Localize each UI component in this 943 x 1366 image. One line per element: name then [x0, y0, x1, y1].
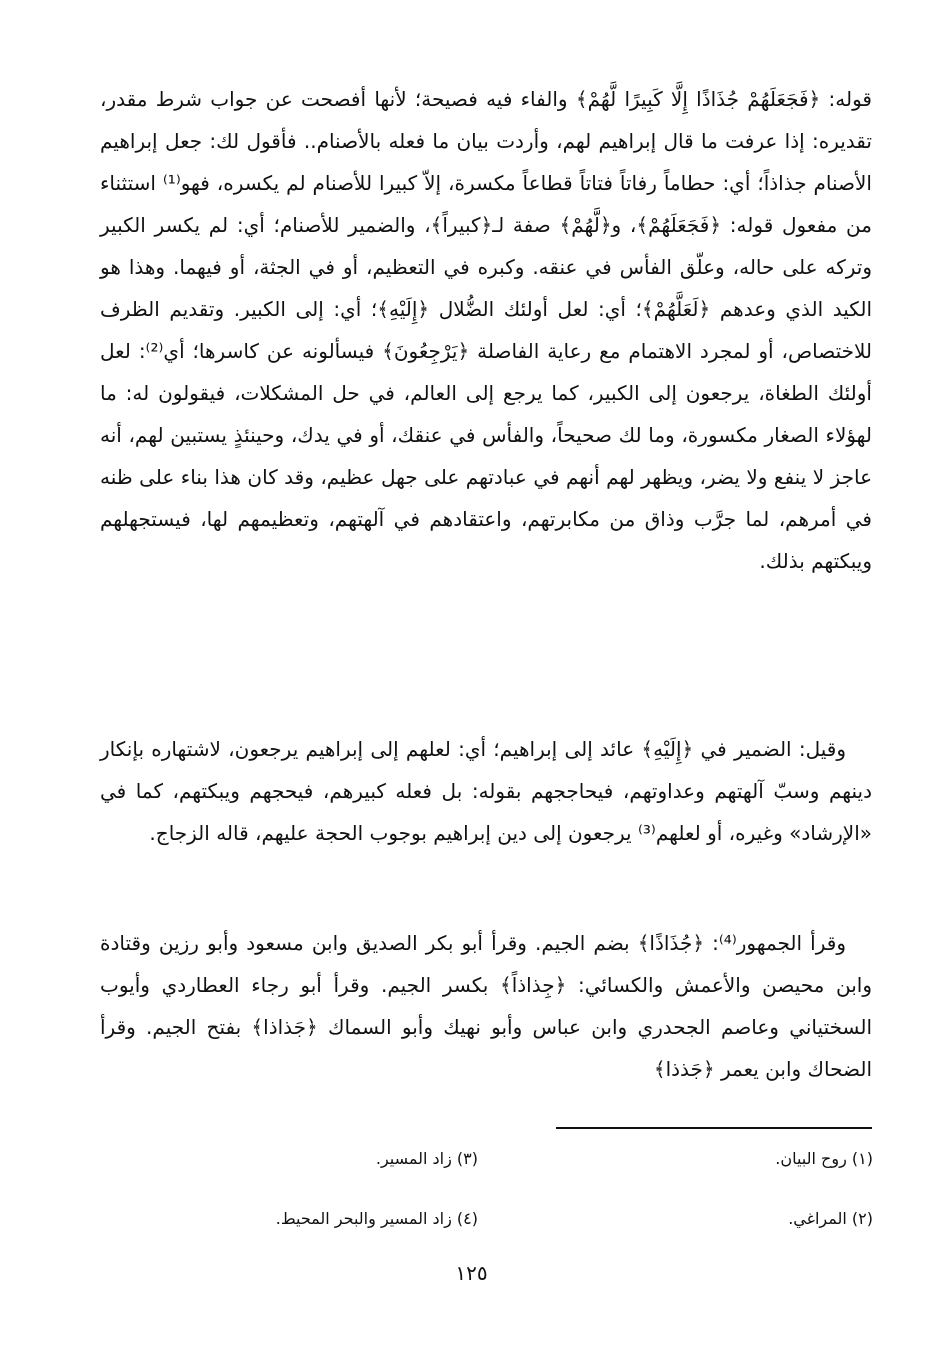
footnote-3: (٣) زاد المسير. [375, 1149, 478, 1168]
page-number: ١٢٥ [455, 1261, 488, 1285]
footnote-2: (٢) المراغي. [788, 1209, 873, 1228]
paragraph-tafsir-commentary: قوله: ﴿فَجَعَلَهُمْ جُذَاذًا إِلَّا كَبِيرًا لَّهُمْ﴾ والفاء فيه فصيحة؛ لأنها أفصحت عن جواب شرط مقدر، تقديره: إذا عرفت ما قال إبراهيم لهم، وأردت بيان ما فعله بالأصنام.. فأقول لك: جعل إبراهيم الأصنام جذاذاً؛ أي: حطاماً رفاتاً فتاتاً قطاعاً مكسرة، إلاّ كبيرا للأصنام لم يكسره، فهو⁽¹⁾ استثناء من مفعول قوله: ﴿فَجَعَلَهُمْ﴾، و﴿لَّهُمْ﴾ صفة لـ﴿كبيراً﴾، والضمير للأصنام؛ أي: لم يكسر الكبير وتركه على حاله، وعلّق الفأس في عنقه. وكبره في التعظيم، أو في الجثة، أو فيهما. وهذا هو الكيد الذي وعدهم ﴿لَعَلَّهُمْ﴾؛ أي: لعل أولئك الضُّلال ﴿إِلَيْهِ﴾؛ أي: إلى الكبير. وتقديم الظرف للاختصاص، أو لمجرد الاهتمام مع رعاية الفاصلة ﴿يَرْجِعُونَ﴾ فيسألونه عن كاسرها؛ أي⁽²⁾: لعل أولئك الطغاة، يرجعون إلى الكبير، كما يرجع إلى العالم، في حل المشكلات، فيقولون له: ما لهؤلاء الصغار مكسورة، وما لك صحيحاً، والفأس في عنقك، أو في يدك، وحينئذٍ يستبين لهم، أنه عاجز لا ينفع ولا يضر، ويظهر لهم أنهم في عبادتهم على جهل عظيم، وقد كان هذا بناء على ظنه في أمرهم، لما جرَّب وذاق من مكابرتهم، واعتقادهم في آلهتهم، وتعظيمهم لها، فيستجهلهم ويبكتهم بذلك. [100, 87, 872, 573]
footnote-4: (٤) زاد المسير والبحر المحيط. [275, 1209, 478, 1228]
footnote-1: (١) روح البيان. [775, 1149, 873, 1168]
paragraph-readings: وقرأ الجمهور⁽⁴⁾: ﴿جُذَاذًا﴾ بضم الجيم. وقرأ أبو بكر الصديق وابن مسعود وأبو رزين وقتادة وابن محيصن والأعمش والكسائي: ﴿جِذاذاً﴾ بكسر الجيم. وقرأ أبو رجاء العطاردي وأيوب السختياني وعاصم الجحدري وابن عباس وأبو نهيك وأبو السماك ﴿جَذاذا﴾ بفتح الجيم. وقرأ الضحاك وابن يعمر ﴿جَذذا﴾ [100, 931, 872, 1081]
paragraph-alternate-interpretation: وقيل: الضمير في ﴿إِلَيْهِ﴾ عائد إلى إبراهيم؛ أي: لعلهم إلى إبراهيم يرجعون، لاشتهاره بإنكار دينهم وسبّ آلهتهم وعداوتهم، فيحاججهم بقوله: بل فعله كبيرهم، فيحجهم ويبكتهم، كما في «الإرشاد» وغيره، أو لعلهم⁽³⁾ يرجعون إلى دين إبراهيم بوجوب الحجة عليهم، قاله الزجاج. [100, 737, 872, 845]
footnote-divider [556, 1127, 872, 1129]
